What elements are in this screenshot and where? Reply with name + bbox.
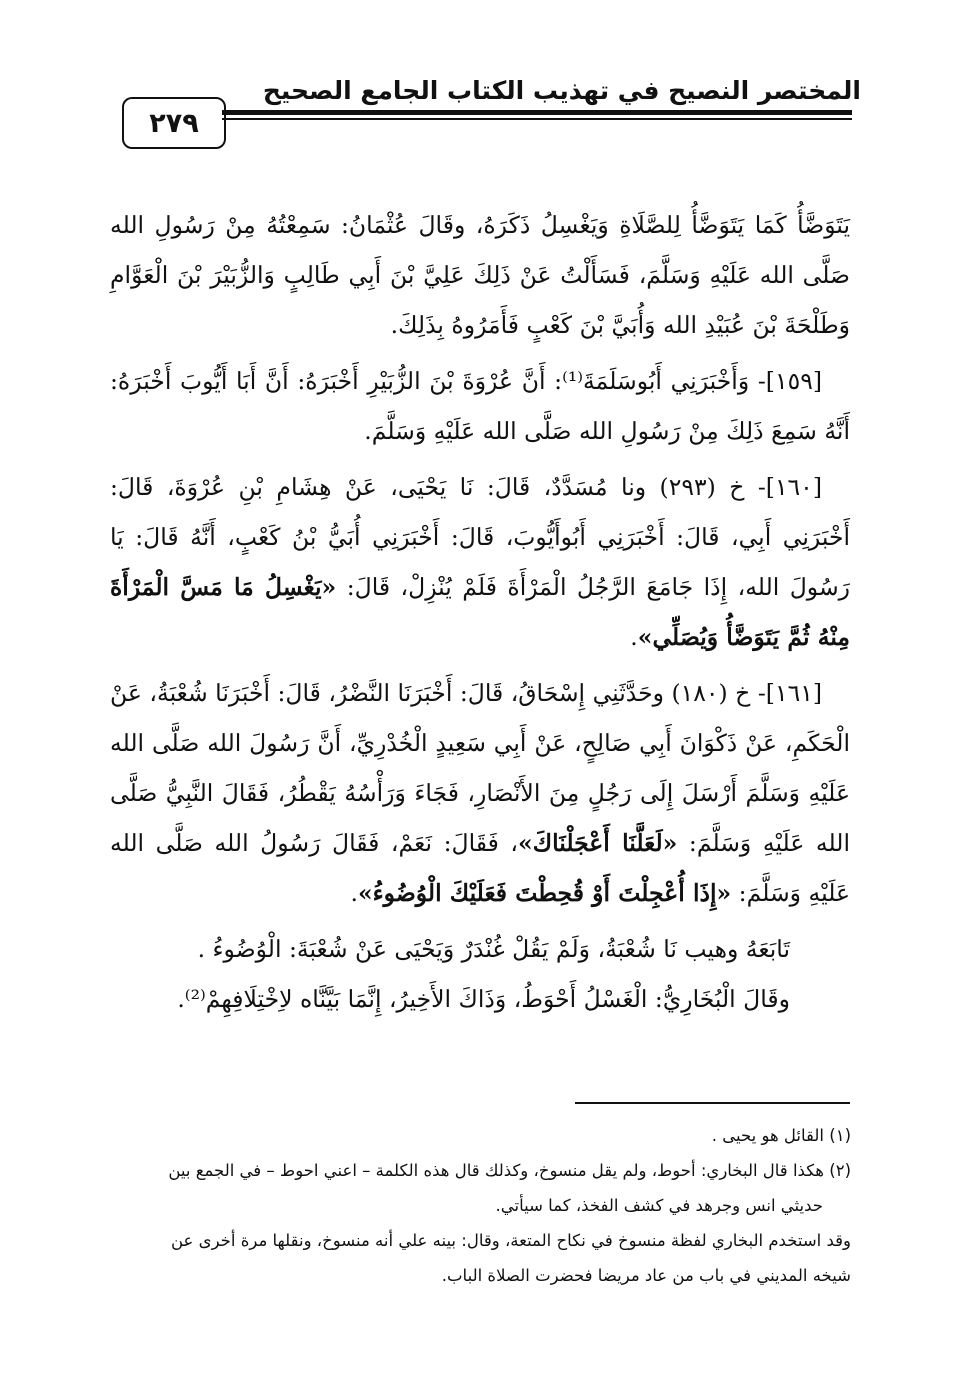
hadith-161: [110, 668, 850, 918]
footnote-2-line-2: حديثي انس وجرهد في كشف الفخذ، كما سيأتي.: [495, 1196, 823, 1215]
hadith-161-quote-2: «إِذَا أُعْجِلْتَ أَوْ قُحِطْتَ فَعَلَيْكَ الْوُضُوءُ»: [357, 879, 732, 907]
header-rule-thick: [222, 110, 852, 115]
footnote-2-line-1: (٢) هكذا قال البخاري: أحوط، ولم يقل منسوخ، وكذلك قال هذه الكلمة – اعني احوط – في الجمع بين: [168, 1161, 851, 1180]
footnote-separator: [575, 1102, 850, 1104]
hadith-160-matn: «يَغْسِلُ مَا مَسَّ الْمَرْأَةَ مِنْهُ ثُمَّ يَتَوَضَّأُ وَيُصَلِّي»: [110, 573, 850, 651]
hadith-159: [١٥٩]- وَأَخْبَرَنِي أَبُوسَلَمَةَ⁽¹⁾: أَنَّ عُرْوَةَ بْنَ الزُّبَيْرِ أَخْبَرَهُ: أَنَّ أَبَا أَيُّوبَ أَخْبَرَهُ: أَنَّهُ سَمِعَ ذَلِكَ مِنْ رَسُولِ الله صَلَّى الله عَلَيْهِ وَسَلَّمَ.: [110, 367, 850, 445]
bukhari-comment: وقَالَ الْبُخَارِيُّ: الْغَسْلُ أَحْوَطُ، وَذَاكَ الأَخِيرُ، إِنَّمَا بَيَّنَّاه لاِخْتِلَافِهِمْ⁽²⁾.: [177, 985, 790, 1013]
hadith-161-isnad: [١٦١]- خ (١٨٠) وحَدَّثَنِي إِسْحَاقُ، قَالَ: أَخْبَرَنَا النَّضْرُ، قَالَ: أَخْبَرَنَا شُعْبَةُ، عَنْ الْحَكَمِ، عَنْ ذَكْوَانَ أَبِي صَالِحٍ، عَنْ أَبِي سَعِيدٍ الْخُدْرِيِّ، أَنَّ رَسُولَ الله صَلَّى الله عَلَيْهِ وَسَلَّمَ أَرْسَلَ إِلَى رَجُلٍ مِنَ الأَنْصَارِ، فَجَاءَ وَرَأْسُهُ يَقْطُرُ، فَقَالَ النَّبِيُّ صَلَّى الله عَلَيْهِ وَسَلَّمَ:: [110, 679, 850, 857]
paragraph-continuation: يَتَوَضَّأُ كَمَا يَتَوَضَّأُ لِلصَّلَاةِ وَيَغْسِلُ ذَكَرَهُ، وقَالَ عُثْمَانُ: سَمِعْتُهُ مِنْ رَسُولِ الله صَلَّى الله عَلَيْهِ وَسَلَّمَ، فَسَأَلْتُ عَنْ ذَلِكَ عَلِيَّ بْنَ أَبِي طَالِبٍ وَالزُّبَيْرَ بْنَ الْعَوَّامِ وَطَلْحَةَ بْنَ عُبَيْدِ الله وَأُبَيَّ بْنَ كَعْبٍ فَأَمَرُوهُ بِذَلِكَ.: [110, 211, 850, 339]
main-text: [110, 200, 850, 1024]
tabaahu-note: تَابَعَهُ وهيب نَا شُعْبَةُ، وَلَمْ يَقُلْ غُنْدَرٌ وَيَحْيَى عَنْ شُعْبَةَ: الْوُضُوءُ .: [197, 935, 790, 963]
hadith-161-mid: ، فَقَالَ: نَعَمْ، فَقَالَ رَسُولُ الله صَلَّى الله عَلَيْهِ وَسَلَّمَ:: [110, 829, 850, 907]
hadith-160-isnad: [١٦٠]- خ (٢٩٣) ونا مُسَدَّدٌ، قَالَ: نَا يَحْيَى، عَنْ هِشَامِ بْنِ عُرْوَةَ، قَالَ: أَخْبَرَنِي أَبِي، قَالَ: أَخْبَرَنِي أَبُوأَيُّوبَ، قَالَ: أَخْبَرَنِي أُبَيُّ بْنُ كَعْبٍ، أَنَّهُ قَالَ: يَا رَسُولَ الله، إِذَا جَامَعَ الرَّجُلُ الْمَرْأَةَ فَلَمْ يُنْزِلْ، قَالَ:: [110, 473, 850, 601]
footnote-3-line-2: شيخه المديني في باب من عاد مريضا فحضرت الصلاة الباب.: [441, 1266, 851, 1285]
page-number: ٢٧٩: [122, 97, 226, 149]
footnote-1: (١) القائل هو يحيى .: [711, 1126, 851, 1145]
footnotes: [118, 1118, 851, 1293]
hadith-161-quote-1: «لَعَلَّنَا أَعْجَلْنَاكَ»: [518, 829, 678, 857]
header-rule-thin: [222, 118, 852, 120]
hadith-160-end: .: [630, 623, 638, 651]
running-title: المختصر النصيح في تهذيب الكتاب الجامع الصحيح: [262, 76, 861, 105]
footnote-3-line-1: وقد استخدم البخاري لفظة منسوخ في نكاح المتعة، وقال: بينه علي أنه منسوخ، ونقلها مرة أخرى عن: [171, 1231, 851, 1250]
hadith-160: [110, 462, 850, 662]
hadith-161-end: .: [350, 879, 358, 907]
